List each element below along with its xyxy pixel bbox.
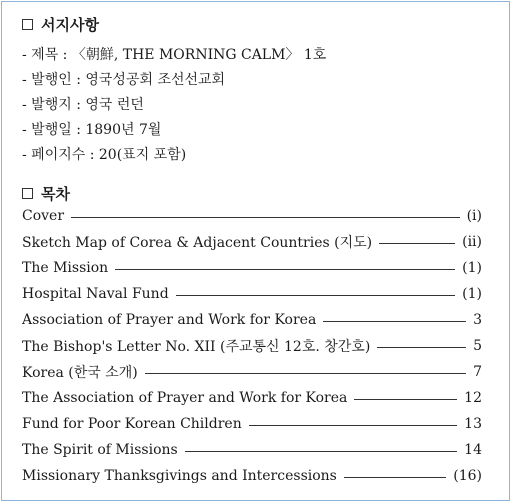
toc-entry-title: Sketch Map of Corea & Adjacent Countries (지도) (22, 235, 373, 251)
toc-entry-title: The Spirit of Missions (22, 442, 178, 458)
toc-leader-line (323, 321, 466, 322)
bibliography-line-title: - 제목 : 〈朝鮮, THE MORNING CALM〉 1호 (22, 47, 327, 63)
bibliography-line-pages: - 페이지수 : 20(표지 포함) (22, 147, 187, 163)
toc-leader-line (176, 295, 456, 296)
toc-leader-line (354, 399, 457, 400)
toc-entry-page: 13 (464, 416, 482, 432)
toc-leader-line (379, 243, 455, 244)
toc-entry (22, 414, 482, 434)
toc-entry-title: Missionary Thanksgivings and Intercessions (22, 468, 337, 484)
toc-leader-line (249, 425, 457, 426)
toc-leader-line (145, 373, 466, 374)
toc-entry-page: 14 (464, 442, 482, 458)
toc-entry-title: Hospital Naval Fund (22, 286, 169, 302)
toc-entry-page: 7 (473, 364, 482, 380)
toc-entry-title: Cover (22, 208, 65, 224)
bibliography-line-date: - 발행일 : 1890년 7월 (22, 122, 162, 138)
toc-leader-line (344, 477, 446, 478)
toc-entry-title: The Bishop's Letter No. XII (주교통신 12호. 창간호) (22, 339, 371, 355)
toc-entry (22, 440, 482, 460)
document-panel (1, 1, 510, 501)
bibliography-heading (22, 14, 99, 35)
bibliography-line-place: - 발행지 : 영국 런던 (22, 97, 144, 113)
toc-entry (22, 232, 482, 252)
toc-entry (22, 206, 482, 226)
checkbox-square-icon (22, 19, 33, 30)
toc-entry (22, 362, 482, 382)
toc-entry (22, 336, 482, 356)
toc-entry-page: (16) (453, 468, 482, 484)
toc-leader-line (115, 269, 455, 270)
toc-entry (22, 388, 482, 408)
toc-entry (22, 284, 482, 304)
toc-entry-title: The Mission (22, 260, 109, 276)
toc-entry-page: 12 (464, 390, 482, 406)
toc-leader-line (71, 217, 460, 218)
toc-entry-title: Association of Prayer and Work for Korea (22, 312, 317, 328)
toc-entry-page: (i) (466, 208, 482, 224)
toc-entry (22, 258, 482, 278)
toc-entry-page: 3 (473, 312, 482, 328)
toc-entry-title: Korea (한국 소개) (22, 365, 138, 381)
contents-heading (22, 183, 70, 204)
toc-entry-title: Fund for Poor Korean Children (22, 416, 242, 432)
toc-entry-page: (ii) (462, 234, 482, 250)
toc-leader-line (377, 347, 466, 348)
toc-entry (22, 466, 482, 486)
checkbox-square-icon (22, 188, 33, 199)
bibliography-line-publisher: - 발행인 : 영국성공회 조선선교회 (22, 72, 226, 88)
toc-leader-line (185, 451, 457, 452)
toc-entry-page: (1) (462, 286, 482, 302)
toc-entry (22, 310, 482, 330)
bibliography-title: 서지사항 (41, 16, 99, 34)
toc-entry-title: The Association of Prayer and Work for Korea (22, 390, 348, 406)
toc-entry-page: 5 (473, 338, 482, 354)
toc-entry-page: (1) (462, 260, 482, 276)
contents-title: 목차 (41, 185, 70, 203)
